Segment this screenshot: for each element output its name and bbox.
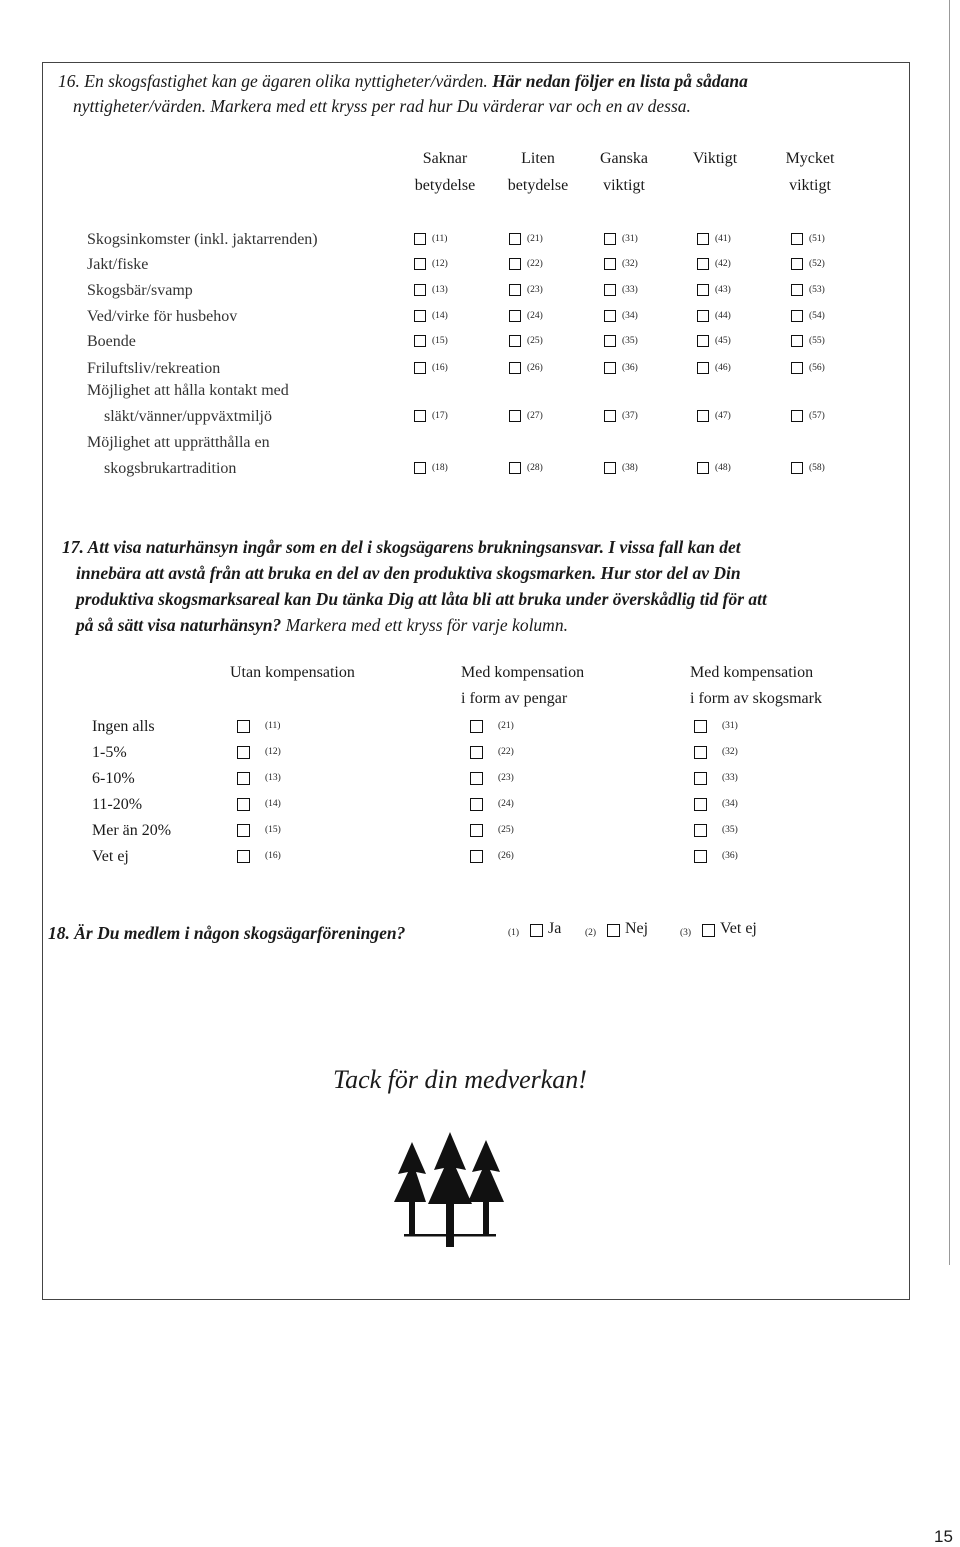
q16-option-code: (35) [622,336,638,346]
q17-checkbox[interactable] [470,798,483,811]
q17-option-code: (23) [498,773,514,783]
q16-option-code: (41) [715,234,731,244]
q16-option-code: (38) [622,463,638,473]
q16-checkbox[interactable] [604,335,616,347]
q17-option-code: (21) [498,721,514,731]
q17-text-bold: på så sätt visa naturhänsyn? [76,615,282,635]
q17-checkbox[interactable] [694,798,707,811]
q16-option-code: (48) [715,463,731,473]
q17-column-header: Med kompensation [461,664,585,681]
q16-option-code: (17) [432,411,448,421]
q16-number: 16. [58,71,80,91]
q16-checkbox[interactable] [697,362,709,374]
q16-row-label-cont: släkt/vänner/uppväxtmiljö [104,408,272,425]
q16-checkbox[interactable] [414,462,426,474]
q17-text-line: innebära att avstå från att bruka en del av den produktiva skogsmarken. Hur stor del av Din [76,563,741,583]
q17-option-code: (22) [498,747,514,757]
q16-checkbox[interactable] [697,310,709,322]
q16-row-label: Ved/virke för husbehov [87,308,238,325]
q17-option-code: (32) [722,747,738,757]
q17-checkbox[interactable] [694,720,707,733]
q16-checkbox[interactable] [509,362,521,374]
q16-option-code: (24) [527,311,543,321]
q16-row-label: Jakt/fiske [87,256,149,273]
q16-column-header: Saknar [422,150,468,167]
q16-text-line1 [58,70,748,93]
q18-checkbox[interactable] [530,924,543,937]
q16-checkbox[interactable] [791,462,803,474]
q17-option-code: (34) [722,799,738,809]
q18-question [48,922,405,945]
q16-checkbox[interactable] [509,410,521,422]
q17-option-code: (25) [498,825,514,835]
q16-checkbox[interactable] [791,335,803,347]
q17-checkbox[interactable] [237,850,250,863]
q16-checkbox[interactable] [509,233,521,245]
q16-column-header: Mycket [785,150,835,167]
q17-option-code: (31) [722,721,738,731]
q16-row-label: Boende [87,333,136,350]
q17-checkbox[interactable] [470,824,483,837]
q16-option-code: (33) [622,285,638,295]
q16-option-code: (14) [432,311,448,321]
q16-option-code: (28) [527,463,543,473]
q16-option-code: (45) [715,336,731,346]
q16-checkbox[interactable] [414,258,426,270]
q17-option-code: (35) [722,825,738,835]
q16-option-code: (51) [809,234,825,244]
q16-checkbox[interactable] [414,410,426,422]
q16-column-header-sub: betydelse [507,177,569,194]
q17-column-header-sub: i form av skogsmark [690,690,822,707]
q17-text-last-line [76,614,568,637]
q16-checkbox[interactable] [697,258,709,270]
q16-option-code: (16) [432,363,448,373]
q17-column-header: Utan kompensation [230,664,355,681]
q16-row-label: Skogsinkomster (inkl. jaktarrenden) [87,231,318,248]
q16-option-code: (11) [432,234,448,244]
q16-text-b: Här nedan följer en lista på sådana [492,71,748,91]
q16-row-label: Friluftsliv/rekreation [87,360,221,377]
q16-text-a: En skogsfastighet kan ge ägaren olika nyttigheter/värden. [84,71,488,91]
q18-option-code: (3) [680,928,692,938]
q16-checkbox[interactable] [604,462,616,474]
q16-option-code: (55) [809,336,825,346]
q17-option-code: (36) [722,851,738,861]
q17-option-code: (14) [265,799,281,809]
q16-checkbox[interactable] [791,362,803,374]
q16-checkbox[interactable] [697,233,709,245]
q17-option-code: (16) [265,851,281,861]
q16-checkbox[interactable] [509,310,521,322]
q16-checkbox[interactable] [604,310,616,322]
q16-column-header: Ganska [600,150,648,167]
q16-checkbox[interactable] [509,258,521,270]
thanks-text: Tack för din medverkan! [333,1065,587,1094]
q16-checkbox[interactable] [414,335,426,347]
q16-option-code: (15) [432,336,448,346]
q16-option-code: (57) [809,411,825,421]
q16-checkbox[interactable] [414,362,426,374]
q17-row-label: 11-20% [92,796,143,813]
q16-checkbox[interactable] [791,310,803,322]
q18-option-label: Nej [625,920,649,937]
q17-checkbox[interactable] [237,798,250,811]
q17-checkbox[interactable] [237,772,250,785]
q16-row-label: Möjlighet att upprätthålla en [87,434,270,451]
q16-option-code: (13) [432,285,448,295]
q16-column-header: Liten [521,150,555,167]
q16-option-code: (27) [527,411,543,421]
q17-checkbox[interactable] [237,824,250,837]
q17-option-code: (11) [265,721,281,731]
q18-text: Är Du medlem i någon skogsägarföreningen? [74,923,406,943]
page-number: 15 [934,1527,953,1546]
q16-column-header-sub: betydelse [414,177,476,194]
q16-checkbox[interactable] [604,362,616,374]
q17-checkbox[interactable] [470,746,483,759]
q16-column-header: Viktigt [692,150,738,167]
q16-column-header-sub: viktigt [603,177,645,194]
q17-option-code: (33) [722,773,738,783]
q17-row-label: Vet ej [92,848,129,865]
q16-checkbox[interactable] [604,284,616,296]
page-edge-line [949,0,950,1265]
q16-option-code: (34) [622,311,638,321]
q18-option-label: Ja [548,920,562,937]
q17-row-label: 6-10% [92,770,135,787]
q17-checkbox[interactable] [694,746,707,759]
q17-checkbox[interactable] [694,772,707,785]
q18-option-code: (1) [508,928,520,938]
q16-checkbox[interactable] [414,310,426,322]
q17-checkbox[interactable] [237,720,250,733]
q17-checkbox[interactable] [470,850,483,863]
q16-checkbox[interactable] [604,233,616,245]
q16-checkbox[interactable] [604,410,616,422]
q16-option-code: (32) [622,259,638,269]
q16-checkbox[interactable] [414,233,426,245]
q16-option-code: (46) [715,363,731,373]
q16-checkbox[interactable] [604,258,616,270]
q16-option-code: (18) [432,463,448,473]
q16-checkbox[interactable] [697,335,709,347]
q16-checkbox[interactable] [697,284,709,296]
q16-option-code: (31) [622,234,638,244]
q16-row-label: Skogsbär/svamp [87,282,193,299]
q17-checkbox[interactable] [694,850,707,863]
q16-option-code: (43) [715,285,731,295]
q17-text-line: produktiva skogsmarksareal kan Du tänka Dig att låta bli att bruka under överskådlig tid för att [76,589,767,609]
q18-option-label: Vet ej [720,920,757,937]
q17-row-label: Mer än 20% [92,822,172,839]
q17-checkbox[interactable] [694,824,707,837]
q17-option-code: (15) [265,825,281,835]
q17-checkbox[interactable] [470,772,483,785]
q16-checkbox[interactable] [509,335,521,347]
q17-option-code: (13) [265,773,281,783]
q17-checkbox[interactable] [237,746,250,759]
q16-text-line2: nyttigheter/värden. Markera med ett kryss per rad hur Du värderar var och en av dessa. [73,96,691,116]
q16-checkbox[interactable] [414,284,426,296]
q16-checkbox[interactable] [791,233,803,245]
q18-option-code: (2) [585,928,597,938]
q16-option-code: (25) [527,336,543,346]
q17-row-label: 1-5% [92,744,127,761]
q16-checkbox[interactable] [509,284,521,296]
q16-option-code: (52) [809,259,825,269]
q16-checkbox[interactable] [509,462,521,474]
q16-option-code: (12) [432,259,448,269]
q17-checkbox[interactable] [470,720,483,733]
q18-number: 18. [48,923,70,943]
q17-column-header: Med kompensation [690,664,814,681]
q16-option-code: (36) [622,363,638,373]
q16-option-code: (26) [527,363,543,373]
q17-option-code: (26) [498,851,514,861]
q16-option-code: (42) [715,259,731,269]
q17-text-rest: Markera med ett kryss för varje kolumn. [285,615,568,635]
q16-checkbox[interactable] [791,284,803,296]
q16-option-code: (22) [527,259,543,269]
q16-option-code: (37) [622,411,638,421]
q16-option-code: (47) [715,411,731,421]
q17-row-label: Ingen alls [92,718,155,735]
q16-option-code: (23) [527,285,543,295]
q16-option-code: (56) [809,363,825,373]
pine-trees-icon [390,1130,510,1250]
q16-option-code: (44) [715,311,731,321]
q18-checkbox[interactable] [702,924,715,937]
q16-option-code: (53) [809,285,825,295]
q16-checkbox[interactable] [791,258,803,270]
q16-row-label: Möjlighet att hålla kontakt med [87,382,289,399]
q17-text-line: 17. Att visa naturhänsyn ingår som en del i skogsägarens brukningsansvar. I vissa fall kan det [62,537,741,557]
q16-option-code: (58) [809,463,825,473]
q16-option-code: (54) [809,311,825,321]
q16-column-header-sub: viktigt [789,177,831,194]
q16-checkbox[interactable] [697,462,709,474]
q16-checkbox[interactable] [791,410,803,422]
q17-option-code: (12) [265,747,281,757]
q16-option-code: (21) [527,234,543,244]
q18-checkbox[interactable] [607,924,620,937]
q16-row-label-cont: skogsbrukartradition [104,460,237,477]
q17-column-header-sub: i form av pengar [461,690,568,707]
q16-checkbox[interactable] [697,410,709,422]
q17-option-code: (24) [498,799,514,809]
